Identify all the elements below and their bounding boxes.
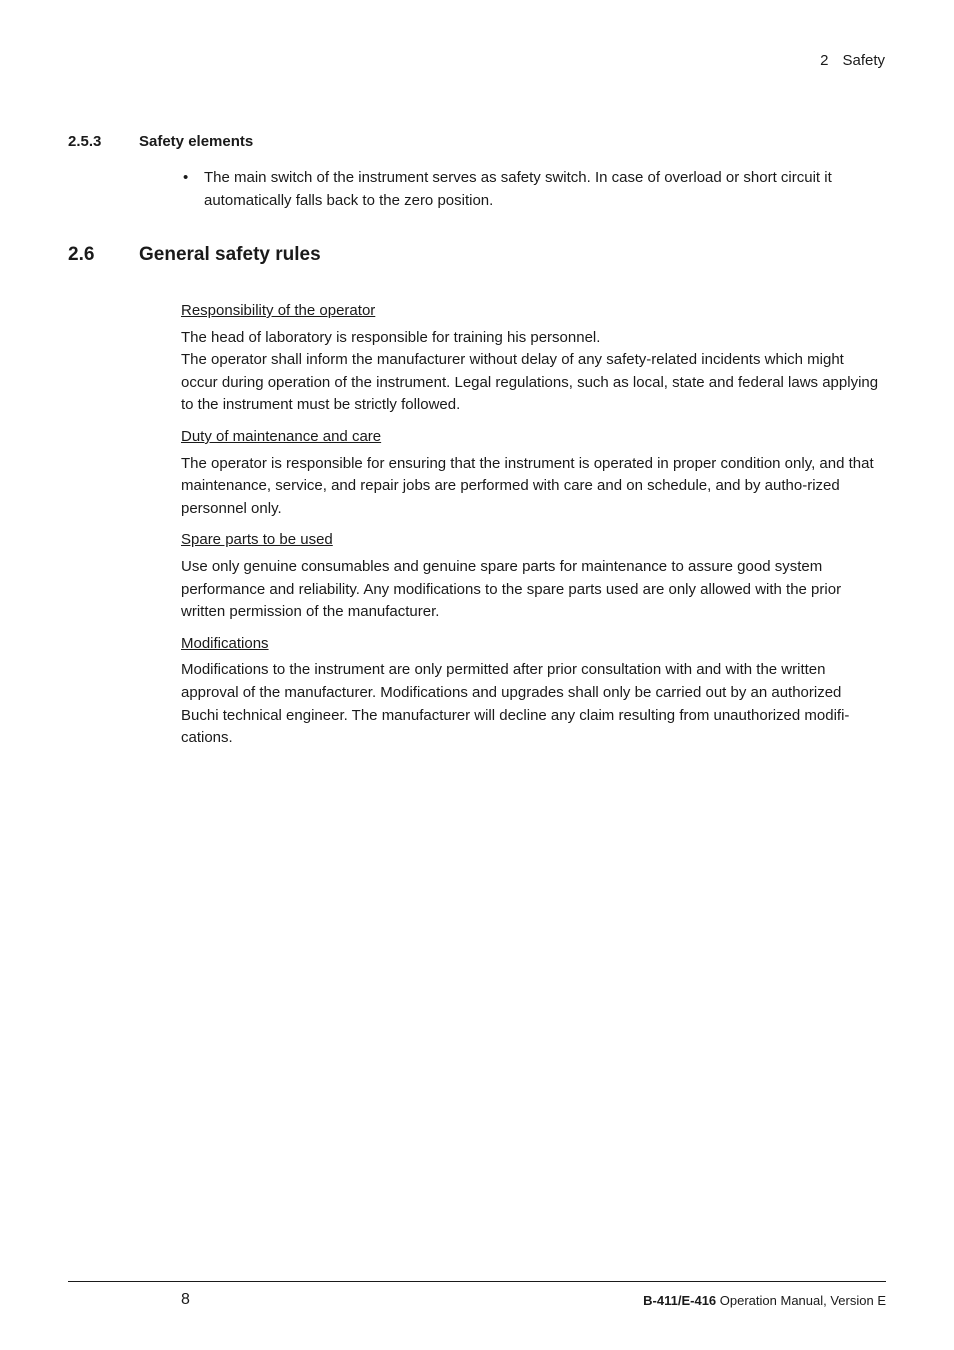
paragraph-line: The head of laboratory is responsible for training his personnel.: [181, 328, 601, 346]
block-paragraph-spare-parts: Use only genuine consumables and genuine spare parts for maintenance to assure good system performance and reliability. Any modifications to the spare parts used are only allowed with the prior written permission of the manufacturer.: [181, 557, 842, 621]
section-title: General safety rules: [139, 244, 321, 265]
subsection-title: Safety elements: [139, 133, 254, 150]
footer-rule: [68, 1281, 886, 1282]
footer-model: B-411/E-416: [643, 1293, 717, 1308]
bullet-dot: •: [183, 169, 189, 186]
bullet-item: The main switch of the instrument serves as safety switch. In case of overload or short circuit it automatically falls back to the zero position.: [204, 169, 832, 209]
footer-doc-title: Operation Manual, Version E: [716, 1293, 886, 1308]
block-heading-responsibility: Responsibility of the operator: [181, 302, 376, 319]
block-heading-maintenance: Duty of maintenance and care: [181, 427, 382, 445]
block-heading-modifications: Modifications: [181, 634, 269, 652]
section-number: 2.6: [68, 244, 95, 265]
paragraph-line: The operator shall inform the manufacturer without delay of any safety-related incidents which might occur during operation of the instrument. Legal regulations, such as local, state and federal laws applying to the instrument must be strictly followed.: [181, 351, 879, 414]
subsection-number: 2.5.3: [68, 133, 102, 150]
block-heading-spare-parts: Spare parts to be used: [181, 531, 333, 549]
page-number: 8: [181, 1291, 190, 1308]
chapter-number: 2: [820, 52, 829, 69]
section-content: [181, 300, 881, 759]
running-header: [820, 52, 885, 69]
footer-document-title: [643, 1293, 886, 1308]
block-paragraph-maintenance: The operator is responsible for ensuring that the instrument is operated in proper condition only, and that maintenance, service, and repair jobs are performed with care and on schedule, and by autho-rized personnel only.: [181, 454, 874, 517]
chapter-title: Safety: [842, 52, 885, 69]
block-paragraph-responsibility: [181, 327, 881, 417]
block-paragraph-modifications: Modifications to the instrument are only permitted after prior consultation with and with the written approval of the manufacturer. Modifications and upgrades shall only be carried out by an authorized Buchi technical engineer. The manufacturer will decline any claim resulting from unauthorized modifi-cations.: [181, 661, 850, 747]
